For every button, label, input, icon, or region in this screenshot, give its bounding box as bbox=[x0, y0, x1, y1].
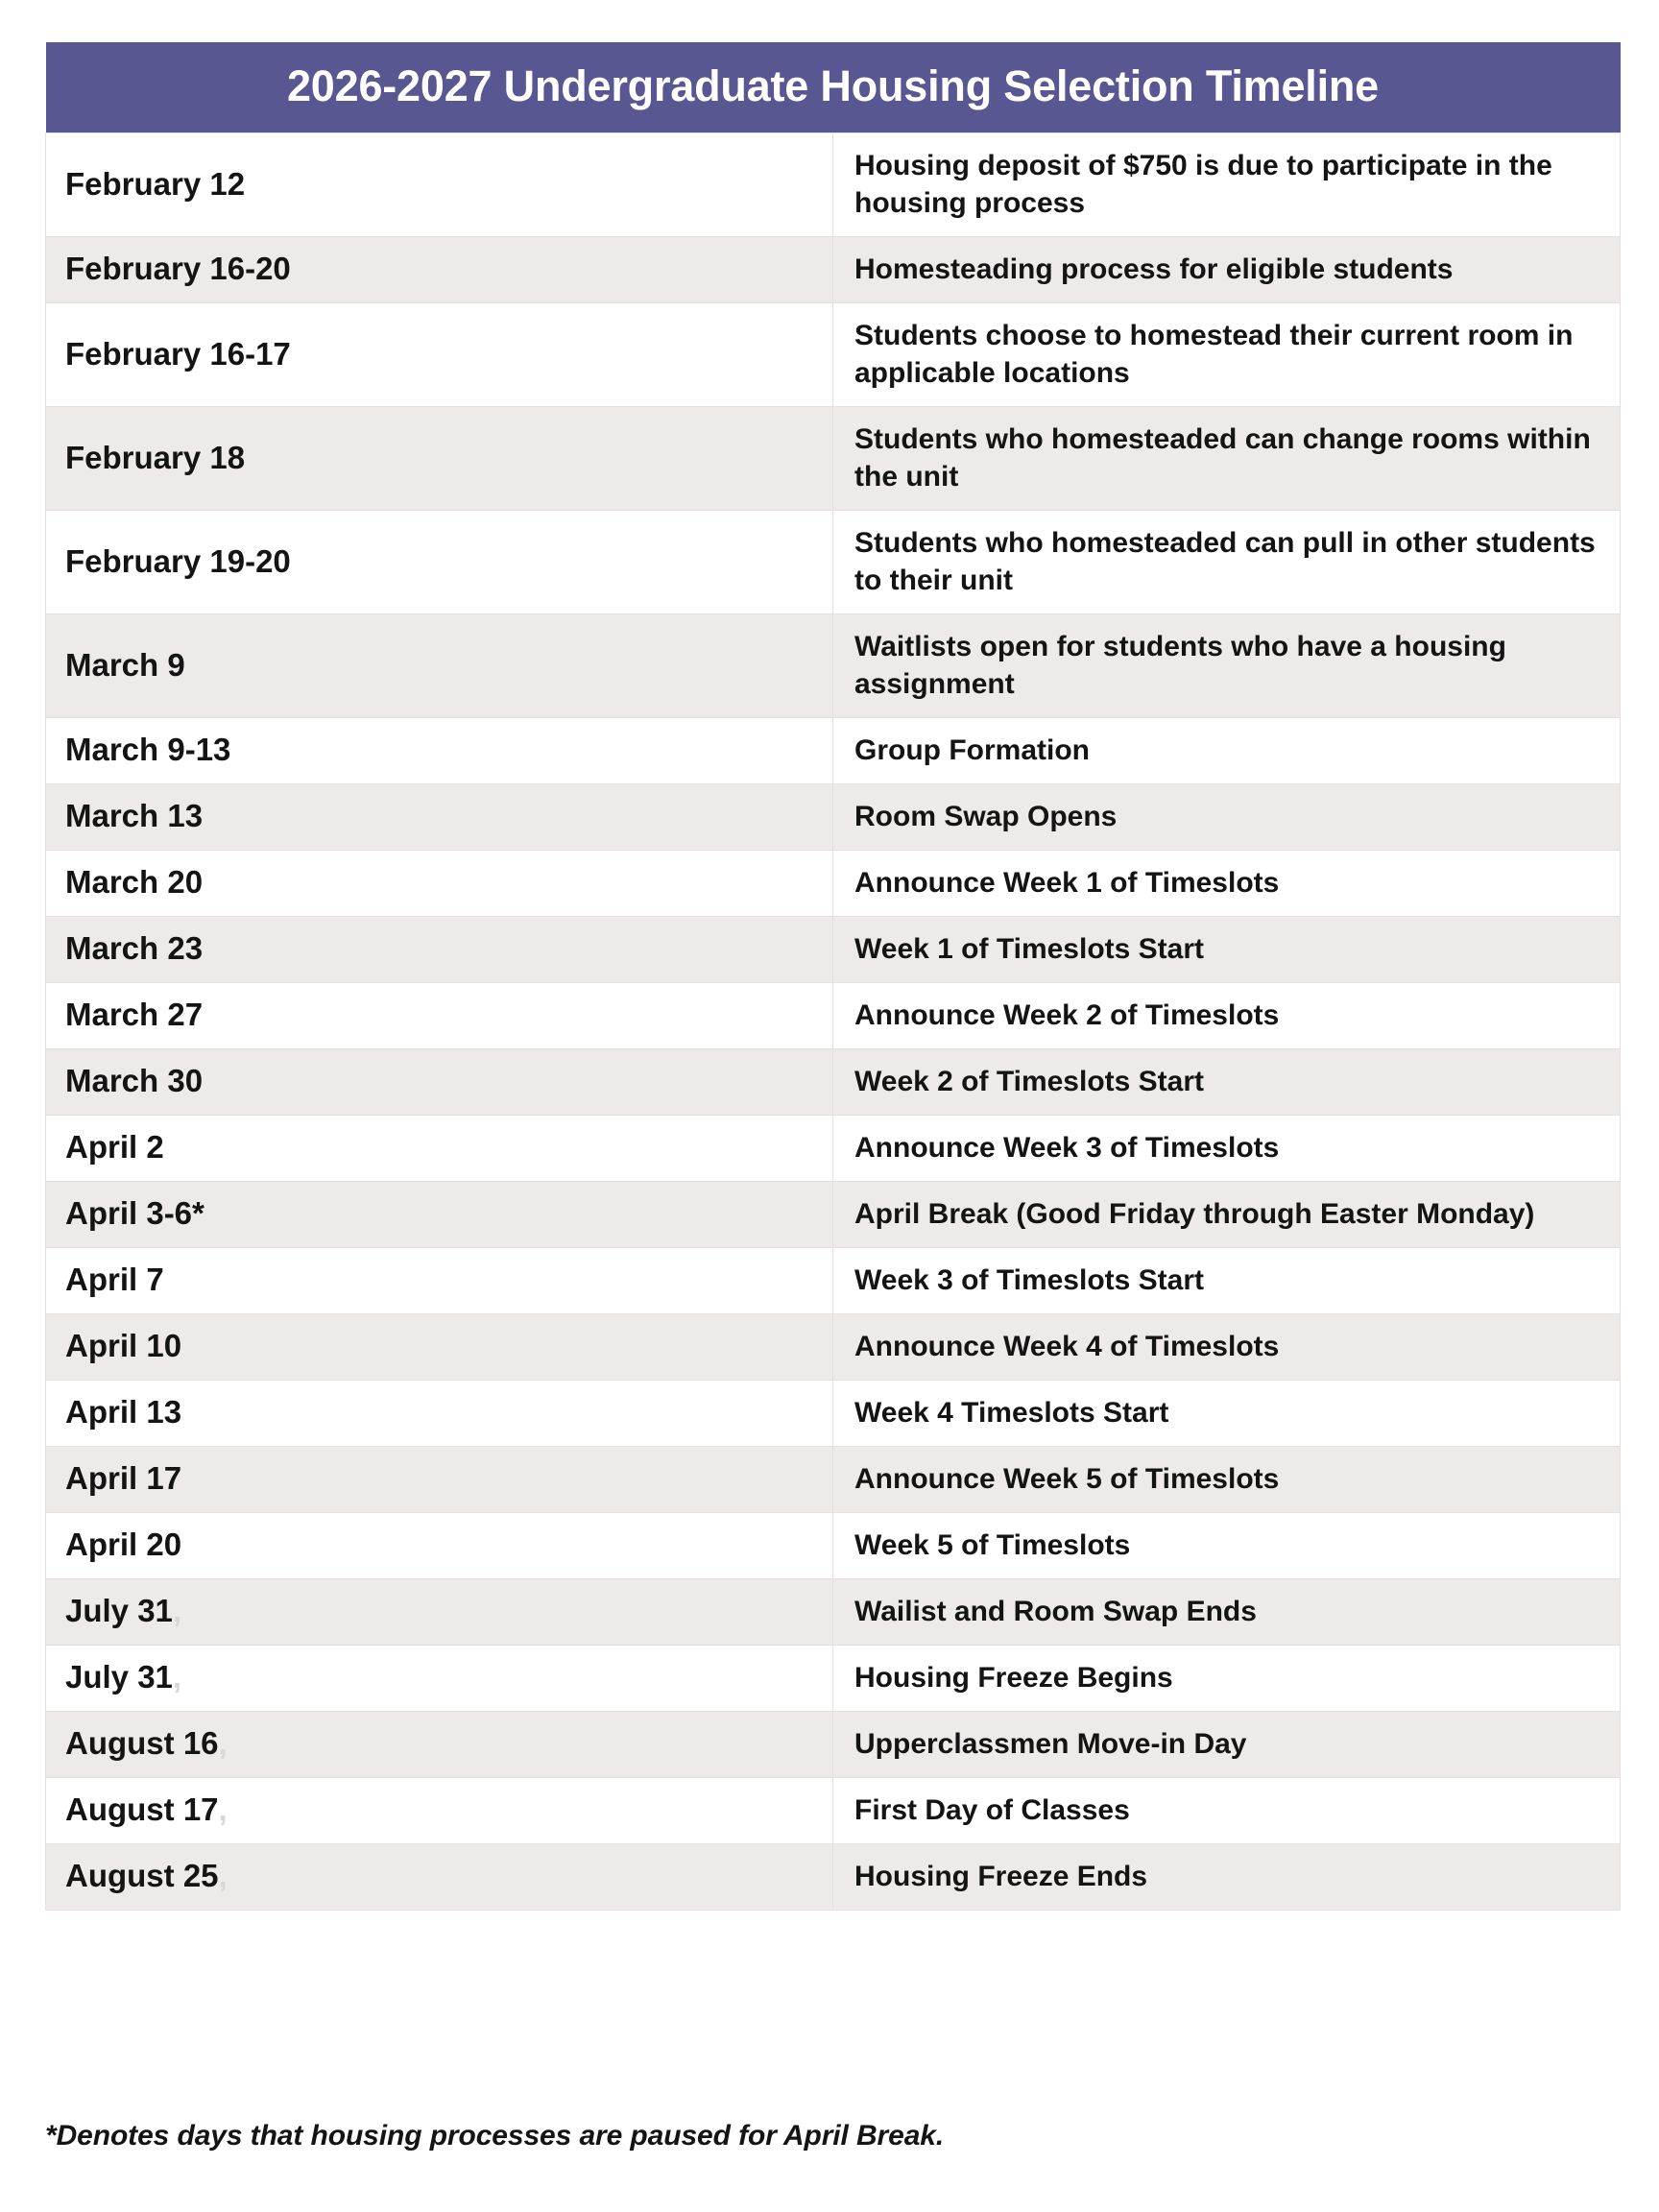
row-date: March 30 bbox=[46, 1048, 833, 1115]
row-description: Announce Week 1 of Timeslots bbox=[833, 850, 1621, 916]
row-date: August 16, bbox=[46, 1711, 833, 1777]
row-date: July 31, bbox=[46, 1578, 833, 1645]
trailing-comma: , bbox=[172, 1659, 182, 1695]
row-description: Announce Week 2 of Timeslots bbox=[833, 982, 1621, 1048]
table-header bbox=[46, 42, 1621, 132]
table-row bbox=[46, 1777, 1621, 1843]
table-row bbox=[46, 1115, 1621, 1181]
table-row bbox=[46, 1380, 1621, 1446]
table-row bbox=[46, 236, 1621, 302]
trailing-comma: , bbox=[218, 1725, 228, 1762]
row-date: March 20 bbox=[46, 850, 833, 916]
row-description: Week 3 of Timeslots Start bbox=[833, 1247, 1621, 1313]
row-date: February 18 bbox=[46, 406, 833, 510]
row-description: Group Formation bbox=[833, 717, 1621, 783]
row-date: February 16-17 bbox=[46, 302, 833, 406]
row-description: Wailist and Room Swap Ends bbox=[833, 1578, 1621, 1645]
row-date: March 9 bbox=[46, 613, 833, 717]
row-date: February 12 bbox=[46, 132, 833, 236]
row-date: August 17, bbox=[46, 1777, 833, 1843]
row-date: July 31, bbox=[46, 1645, 833, 1711]
row-description: Week 1 of Timeslots Start bbox=[833, 916, 1621, 982]
timeline-table-container bbox=[45, 42, 1621, 1911]
row-date: April 13 bbox=[46, 1380, 833, 1446]
row-date: February 16-20 bbox=[46, 236, 833, 302]
table-row bbox=[46, 1843, 1621, 1910]
footnote-text: *Denotes days that housing processes are paused for April Break. bbox=[45, 2120, 945, 2152]
row-description: Students who homesteaded can change rooms within the unit bbox=[833, 406, 1621, 510]
row-date: February 19-20 bbox=[46, 510, 833, 613]
table-row bbox=[46, 1048, 1621, 1115]
row-description: Homesteading process for eligible students bbox=[833, 236, 1621, 302]
row-description: Upperclassmen Move-in Day bbox=[833, 1711, 1621, 1777]
row-description: Week 2 of Timeslots Start bbox=[833, 1048, 1621, 1115]
table-row bbox=[46, 717, 1621, 783]
row-description: April Break (Good Friday through Easter Monday) bbox=[833, 1181, 1621, 1247]
table-row bbox=[46, 406, 1621, 510]
row-description: Housing Freeze Ends bbox=[833, 1843, 1621, 1910]
row-date: March 27 bbox=[46, 982, 833, 1048]
table-row bbox=[46, 302, 1621, 406]
table-row bbox=[46, 1313, 1621, 1380]
row-description: Week 4 Timeslots Start bbox=[833, 1380, 1621, 1446]
row-date: March 9-13 bbox=[46, 717, 833, 783]
row-description: Students who homesteaded can pull in other students to their unit bbox=[833, 510, 1621, 613]
row-date: April 3-6* bbox=[46, 1181, 833, 1247]
row-date: April 17 bbox=[46, 1446, 833, 1512]
row-description: Housing Freeze Begins bbox=[833, 1645, 1621, 1711]
table-row bbox=[46, 1446, 1621, 1512]
table-row bbox=[46, 1512, 1621, 1578]
table-row bbox=[46, 1181, 1621, 1247]
row-description: Housing deposit of $750 is due to participate in the housing process bbox=[833, 132, 1621, 236]
trailing-comma: , bbox=[218, 1791, 228, 1828]
row-date: March 13 bbox=[46, 783, 833, 850]
row-date: April 2 bbox=[46, 1115, 833, 1181]
table-row bbox=[46, 1247, 1621, 1313]
table-row bbox=[46, 1578, 1621, 1645]
title-row bbox=[46, 42, 1621, 132]
housing-timeline-table bbox=[45, 42, 1621, 1911]
row-date: April 20 bbox=[46, 1512, 833, 1578]
table-body bbox=[46, 132, 1621, 1910]
table-row bbox=[46, 982, 1621, 1048]
table-row bbox=[46, 132, 1621, 236]
row-description: Students choose to homestead their current room in applicable locations bbox=[833, 302, 1621, 406]
row-date: August 25, bbox=[46, 1843, 833, 1910]
row-description: First Day of Classes bbox=[833, 1777, 1621, 1843]
trailing-comma: , bbox=[218, 1858, 228, 1894]
table-row bbox=[46, 510, 1621, 613]
page-title: 2026-2027 Undergraduate Housing Selection Timeline bbox=[46, 42, 1621, 132]
row-description: Waitlists open for students who have a housing assignment bbox=[833, 613, 1621, 717]
row-description: Announce Week 5 of Timeslots bbox=[833, 1446, 1621, 1512]
table-row bbox=[46, 783, 1621, 850]
row-description: Room Swap Opens bbox=[833, 783, 1621, 850]
row-description: Week 5 of Timeslots bbox=[833, 1512, 1621, 1578]
table-row bbox=[46, 916, 1621, 982]
row-date: March 23 bbox=[46, 916, 833, 982]
table-row bbox=[46, 850, 1621, 916]
table-row bbox=[46, 1645, 1621, 1711]
trailing-comma: , bbox=[172, 1593, 182, 1629]
row-date: April 7 bbox=[46, 1247, 833, 1313]
table-row bbox=[46, 613, 1621, 717]
row-description: Announce Week 3 of Timeslots bbox=[833, 1115, 1621, 1181]
row-description: Announce Week 4 of Timeslots bbox=[833, 1313, 1621, 1380]
row-date: April 10 bbox=[46, 1313, 833, 1380]
table-row bbox=[46, 1711, 1621, 1777]
